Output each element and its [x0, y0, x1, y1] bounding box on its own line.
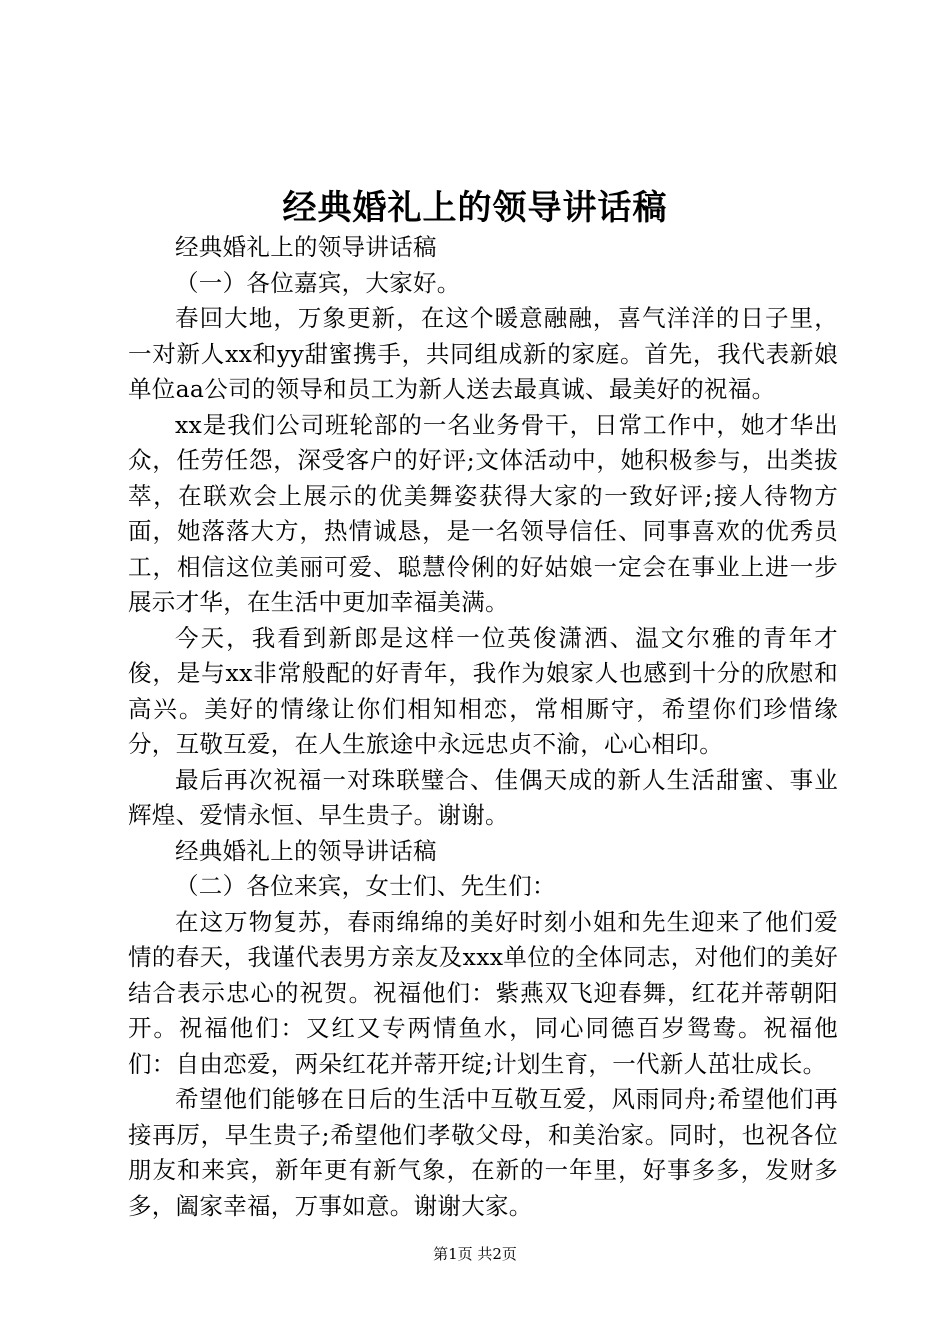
paragraph-subtitle-2: 经典婚礼上的领导讲话稿	[175, 836, 437, 865]
paragraph-body: 希望他们能够在日后的生活中互敬互爱，风雨同舟;希望他们再接再厉，早生贵子;希望他们孝敬父母，和美治家。同时，也祝各位朋友和来宾，新年更有新气象，在新的一年里，好事多多，发财多多，阖家幸福，万事如意。谢谢大家。	[128, 1085, 838, 1220]
paragraph-body: 今天，我看到新郎是这样一位英俊潇洒、温文尔雅的青年才俊，是与xx非常般配的好青年，我作为娘家人也感到十分的欣慰和高兴。美好的情缘让你们相知相恋，常相厮守，希望你们珍惜缘分，互敬互爱，在人生旅途中永远忠贞不渝，心心相印。	[128, 623, 838, 758]
paragraph-body: 在这万物复苏，春雨绵绵的美好时刻小姐和先生迎来了他们爱情的春天，我谨代表男方亲友及xxx单位的全体同志，对他们的美好结合表示忠心的祝贺。祝福他们：紫燕双飞迎春舞，红花并蒂朝阳开。祝福他们：又红又专两情鱼水，同心同德百岁鸳鸯。祝福他们：自由恋爱，两朵红花并蒂开绽;计划生育，一代新人茁壮成长。	[128, 907, 838, 1078]
paragraph-greeting-1: （一）各位嘉宾，大家好。	[175, 268, 461, 297]
paragraph-body: 最后再次祝福一对珠联璧合、佳偶天成的新人生活甜蜜、事业辉煌、爱情永恒、早生贵子。谢谢。	[128, 765, 838, 829]
paragraph-body: xx是我们公司班轮部的一名业务骨干，日常工作中，她才华出众，任劳任怨，深受客户的好评;文体活动中，她积极参与，出类拔萃，在联欢会上展示的优美舞姿获得大家的一致好评;接人待物方面，她落落大方，热情诚恳，是一名领导信任、同事喜欢的优秀员工，相信这位美丽可爱、聪慧伶俐的好姑娘一定会在事业上进一步展示才华，在生活中更加幸福美满。	[128, 410, 838, 616]
paragraph-body: 春回大地，万象更新，在这个暖意融融，喜气洋洋的日子里，一对新人xx和yy甜蜜携手，共同组成新的家庭。首先，我代表新娘单位aa公司的领导和员工为新人送去最真诚、最美好的祝福。	[128, 304, 838, 403]
paragraph-subtitle-1: 经典婚礼上的领导讲话稿	[175, 233, 437, 261]
document-body	[128, 230, 838, 1224]
page-indicator: 第1页 共2页	[433, 1245, 517, 1263]
page-footer	[0, 1244, 950, 1264]
document-title: 经典婚礼上的领导讲话稿	[282, 188, 668, 228]
paragraph-greeting-2: （二）各位来宾，女士们、先生们：	[175, 872, 556, 900]
